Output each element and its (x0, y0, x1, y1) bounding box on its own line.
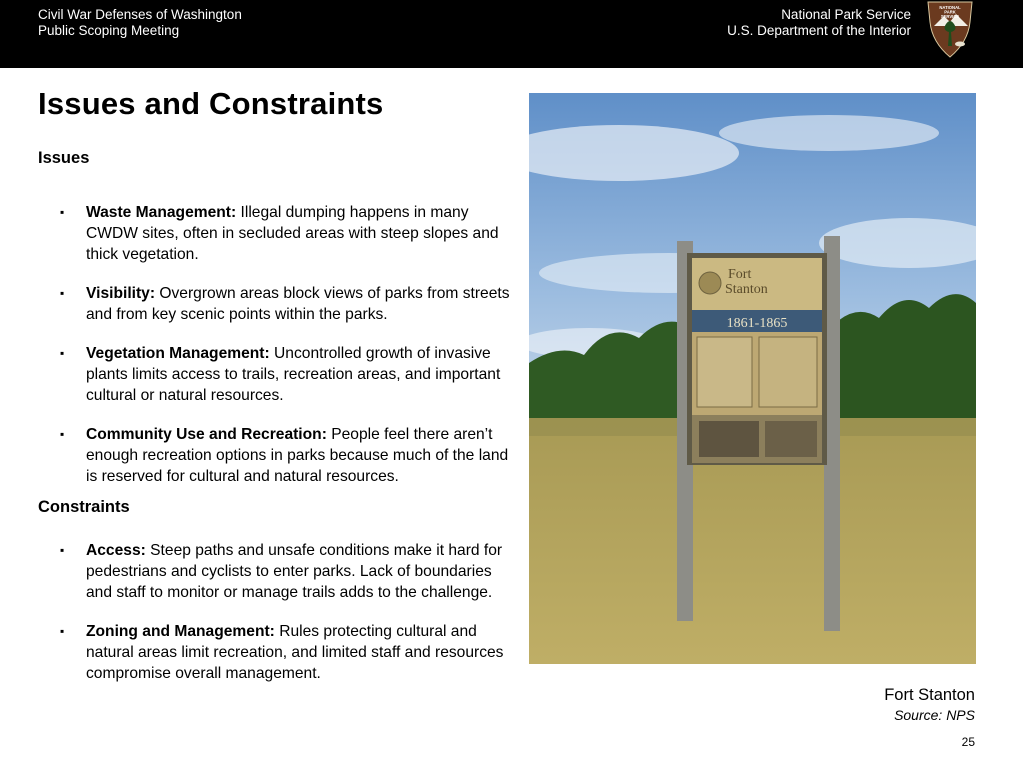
bullet-term: Zoning and Management: (86, 623, 275, 640)
constraints-heading: Constraints (38, 498, 130, 516)
bullet-term: Waste Management: (86, 204, 237, 221)
bullet-item (38, 343, 518, 406)
bullet-text: Overgrown areas block views of parks from streets and from key scenic points within the parks. (86, 285, 510, 323)
bullet-text: Illegal dumping happens in many CWDW sites, often in secluded areas with steep slopes and thick vegetation. (86, 204, 499, 263)
bullet-term: Access: (86, 542, 146, 559)
header-right (727, 7, 911, 39)
header-left (38, 7, 242, 39)
bullet-item (38, 540, 518, 603)
bullet-term: Community Use and Recreation: (86, 426, 327, 443)
header-agency: National Park Service (781, 7, 911, 22)
header-bar (0, 0, 1023, 68)
sign-title-stanton: Stanton (725, 282, 768, 297)
page-title: Issues and Constraints (38, 86, 384, 121)
header-event-subtitle: Public Scoping Meeting (38, 23, 180, 38)
svg-text:PARK: PARK (944, 9, 956, 15)
fort-stanton-photo (529, 93, 976, 664)
issues-list (38, 202, 518, 505)
photo-source: Source: NPS (894, 707, 975, 723)
header-department: U.S. Department of the Interior (727, 23, 911, 38)
constraints-list (38, 540, 518, 702)
bullet-icon: ▪ (60, 286, 65, 300)
bullet-icon: ▪ (60, 205, 65, 219)
bullet-icon: ▪ (60, 624, 65, 638)
bullet-term: Vegetation Management: (86, 345, 270, 362)
bullet-item (38, 621, 518, 684)
sign-years: 1861-1865 (726, 316, 788, 331)
bullet-term: Visibility: (86, 285, 156, 302)
bullet-text: Rules protecting cultural and natural areas limit recreation, and limited staff and resources compromise overall management. (86, 623, 504, 682)
bullet-text: Steep paths and unsafe conditions make it hard for pedestrians and cyclists to enter parks. Lack of boundaries and staff to monitor or manage trails adds to the challenge. (86, 542, 503, 601)
bullet-icon: ▪ (60, 346, 65, 360)
svg-text:SERVICE: SERVICE (940, 14, 960, 19)
issues-heading: Issues (38, 149, 90, 167)
page-number: 25 (961, 735, 975, 749)
bullet-icon: ▪ (60, 543, 65, 557)
bullet-text: Uncontrolled growth of invasive plants limits access to trails, recreation areas, and important cultural or natural resources. (86, 345, 501, 404)
photo-caption: Fort Stanton (884, 686, 975, 704)
bullet-icon: ▪ (60, 427, 65, 441)
svg-text:NATIONAL: NATIONAL (939, 5, 961, 10)
header-event-title: Civil War Defenses of Washington (38, 7, 242, 22)
bullet-text: People feel there aren’t enough recreation options in parks because much of the land is reserved for cultural and natural resources. (86, 426, 509, 485)
bullet-item (38, 283, 518, 325)
nps-arrowhead-logo-icon (924, 0, 976, 58)
bullet-item (38, 424, 518, 487)
sign-title-fort: Fort (728, 267, 752, 282)
bullet-item (38, 202, 518, 265)
